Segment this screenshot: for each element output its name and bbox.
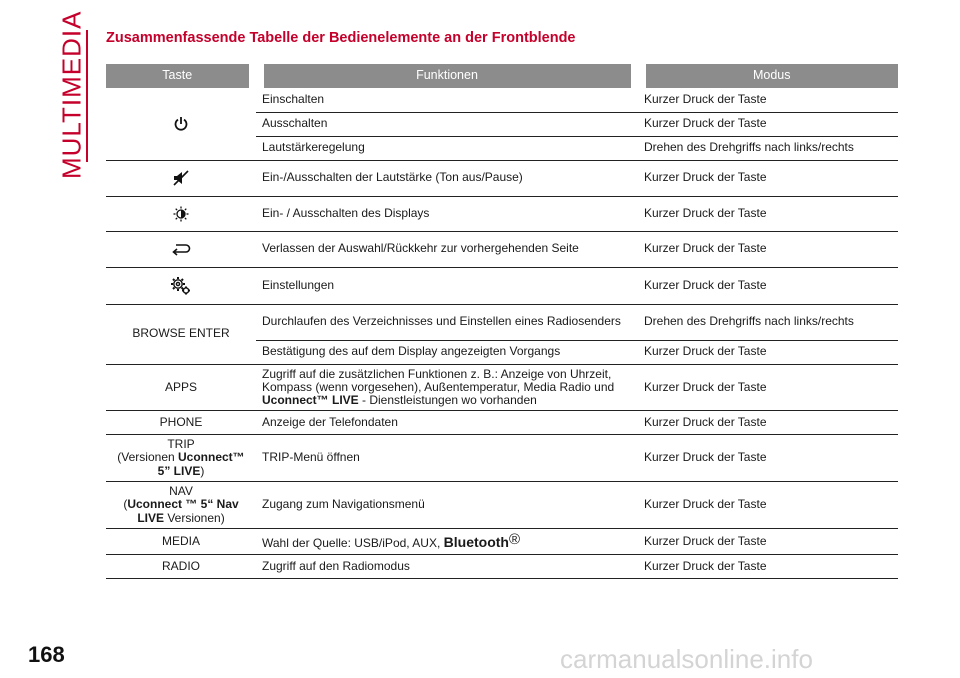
page-number: 168 [28, 642, 65, 667]
mode-cell: Kurzer Druck der Taste [638, 411, 898, 435]
key-nav [106, 482, 256, 529]
func-cell: Bestätigung des auf dem Display angezeigten Vorgangs [256, 340, 638, 364]
power-icon [173, 116, 189, 132]
key-radio: RADIO [106, 555, 256, 579]
mode-cell: Kurzer Druck der Taste [638, 112, 898, 136]
apps-brand: Uconnect™ LIVE [262, 392, 359, 407]
header-taste: Taste [106, 64, 256, 88]
display-brightness-icon [173, 206, 189, 222]
apps-func-suffix: - Dienstleistungen wo vorhanden [358, 392, 537, 407]
header-modus: Modus [638, 64, 898, 88]
func-cell: Ein- / Ausschalten des Displays [256, 196, 638, 231]
key-phone: PHONE [106, 411, 256, 435]
mode-cell: Kurzer Druck der Taste [638, 529, 898, 555]
trip-key-label: TRIP [167, 437, 195, 452]
key-back [106, 231, 256, 267]
func-cell: Ausschalten [256, 112, 638, 136]
key-apps: APPS [106, 364, 256, 411]
key-settings [106, 267, 256, 304]
media-func-text: Wahl der Quelle: USB/iPod, AUX, [262, 536, 444, 551]
mode-cell: Drehen des Drehgriffs nach links/rechts [638, 136, 898, 160]
mode-cell: Kurzer Druck der Taste [638, 231, 898, 267]
table-row [106, 160, 898, 196]
section-rule [86, 30, 88, 162]
gear-icon [170, 276, 192, 296]
table-row [106, 482, 898, 529]
table-row [106, 364, 898, 411]
mode-cell: Drehen des Drehgriffs nach links/rechts [638, 304, 898, 340]
table-row [106, 267, 898, 304]
func-cell: Einschalten [256, 88, 638, 112]
table-row [106, 231, 898, 267]
func-cell: Zugriff auf den Radiomodus [256, 555, 638, 579]
func-cell: Zugang zum Navigationsmenü [256, 482, 638, 529]
trip-note-prefix: (Versionen [117, 450, 178, 465]
table-header-row [106, 64, 898, 88]
trip-brand: Uconnect™ 5” LIVE [157, 450, 245, 478]
mode-cell: Kurzer Druck der Taste [638, 340, 898, 364]
key-mute [106, 160, 256, 196]
page-title: Zusammenfassende Tabelle der Bedienelemente an der Frontblende [106, 30, 576, 46]
mode-cell: Kurzer Druck der Taste [638, 555, 898, 579]
func-cell: Einstellungen [256, 267, 638, 304]
apps-func-text: Zugriff auf die zusätzlichen Funktionen z. B.: Anzeige von Uhrzeit, Kompass (wenn vorgesehen), Außentemperatur, Media Radio und [262, 366, 615, 394]
nav-brand: Uconnect ™ 5“ Nav LIVE [127, 497, 239, 525]
back-arrow-icon [171, 242, 191, 256]
mode-cell: Kurzer Druck der Taste [638, 88, 898, 112]
section-label: MULTIMEDIA [56, 10, 87, 180]
key-browse-enter: BROWSE ENTER [106, 304, 256, 364]
mute-icon [172, 170, 190, 186]
key-power [106, 88, 256, 160]
table-row [106, 555, 898, 579]
watermark: carmanualsonline.info [560, 644, 813, 674]
key-trip [106, 435, 256, 482]
func-cell: Durchlaufen des Verzeichnisses und Einstellen eines Radiosenders [256, 304, 638, 340]
func-cell [256, 529, 638, 555]
table-row [106, 196, 898, 231]
func-cell: Anzeige der Telefondaten [256, 411, 638, 435]
table-row [106, 88, 898, 112]
func-cell [256, 364, 638, 411]
nav-note-suffix: Versionen) [163, 510, 225, 525]
bluetooth-label: Bluetooth [443, 534, 509, 551]
func-cell: Ein-/Ausschalten der Lautstärke (Ton aus/Pause) [256, 160, 638, 196]
controls-table [106, 64, 898, 579]
key-media: MEDIA [106, 529, 256, 555]
nav-key-label: NAV [169, 484, 193, 499]
func-cell: TRIP-Menü öffnen [256, 435, 638, 482]
table-row [106, 304, 898, 340]
mode-cell: Kurzer Druck der Taste [638, 196, 898, 231]
table-row [106, 529, 898, 555]
header-funktionen: Funktionen [256, 64, 638, 88]
mode-cell: Kurzer Druck der Taste [638, 482, 898, 529]
table-row [106, 435, 898, 482]
mode-cell: Kurzer Druck der Taste [638, 267, 898, 304]
mode-cell: Kurzer Druck der Taste [638, 435, 898, 482]
mode-cell: Kurzer Druck der Taste [638, 364, 898, 411]
registered-mark: ® [508, 531, 521, 549]
func-cell: Lautstärkeregelung [256, 136, 638, 160]
func-cell: Verlassen der Auswahl/Rückkehr zur vorhergehenden Seite [256, 231, 638, 267]
table-row [106, 411, 898, 435]
trip-note-suffix: ) [200, 463, 205, 478]
mode-cell: Kurzer Druck der Taste [638, 160, 898, 196]
key-display [106, 196, 256, 231]
nav-note-prefix: ( [123, 497, 128, 512]
